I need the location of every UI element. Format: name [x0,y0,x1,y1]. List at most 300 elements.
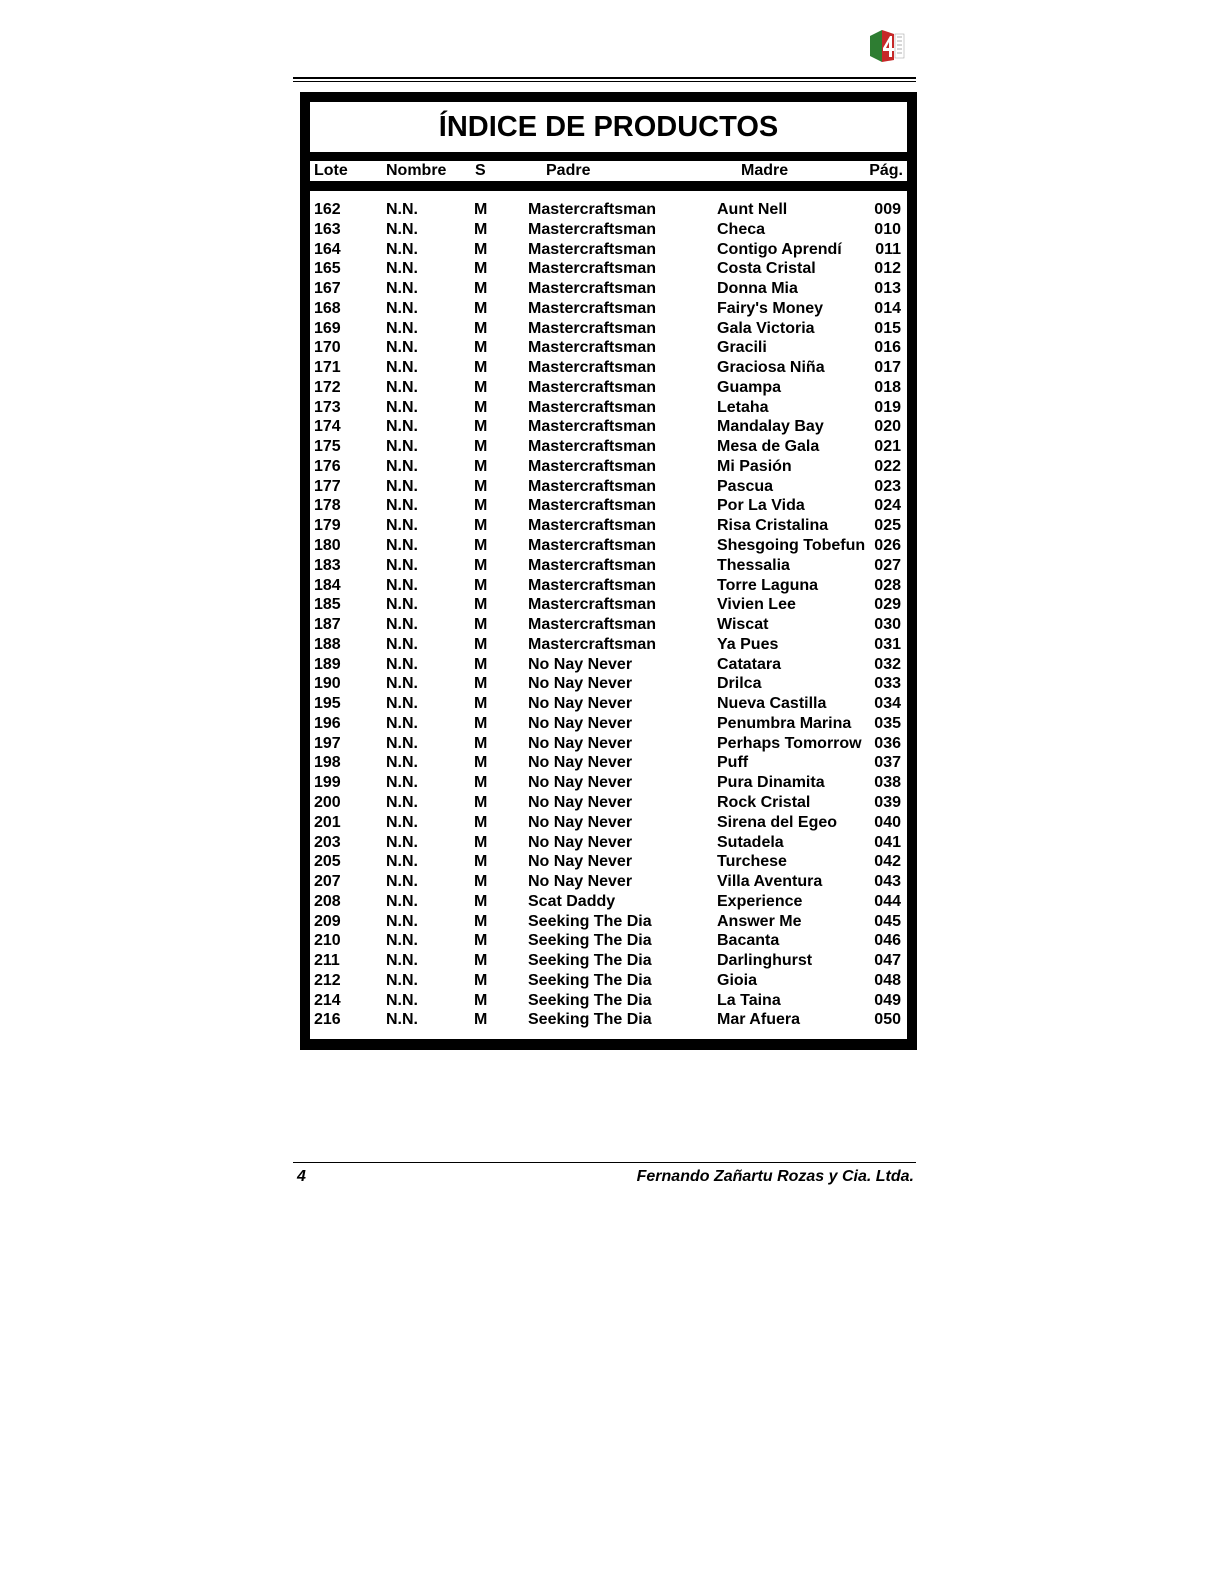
cell-madre: Ya Pues [717,635,779,653]
cell-s: M [474,793,488,811]
table-row [310,833,907,853]
table-row [310,556,907,576]
table-row [310,457,907,477]
cell-lote: 198 [314,754,341,772]
cell-lote: 196 [314,714,341,732]
cell-lote: 210 [314,932,341,950]
cell-madre: Shesgoing Tobefun [717,537,866,555]
cell-lote: 165 [314,260,341,278]
table-row [310,220,907,240]
table-row [310,951,907,971]
table-row [310,417,907,437]
cell-nombre: N.N. [386,793,418,811]
cell-lote: 188 [314,635,341,653]
cell-pag: 034 [874,695,901,713]
table-row [310,200,907,220]
company-logo-icon [868,28,906,64]
cell-nombre: N.N. [386,260,418,278]
cell-madre: Costa Cristal [717,260,816,278]
cell-s: M [474,556,488,574]
cell-padre: No Nay Never [528,675,633,693]
cell-pag: 035 [874,714,901,732]
cell-pag: 042 [874,853,901,871]
cell-nombre: N.N. [386,853,418,871]
cell-lote: 167 [314,280,341,298]
cell-padre: Mastercraftsman [528,556,657,574]
table-row [310,240,907,260]
cell-nombre: N.N. [386,299,418,317]
cell-nombre: N.N. [386,714,418,732]
cell-s: M [474,991,488,1009]
cell-s: M [474,774,488,792]
cell-lote: 169 [314,319,341,337]
cell-madre: Darlinghurst [717,952,813,970]
cell-lote: 178 [314,497,341,515]
cell-nombre: N.N. [386,556,418,574]
cell-nombre: N.N. [386,952,418,970]
cell-pag: 048 [874,971,901,989]
cell-lote: 201 [314,813,341,831]
cell-pag: 044 [874,892,901,910]
cell-nombre: N.N. [386,635,418,653]
cell-lote: 176 [314,457,341,475]
cell-nombre: N.N. [386,774,418,792]
cell-s: M [474,319,488,337]
cell-lote: 189 [314,655,341,673]
cell-padre: Mastercraftsman [528,477,657,495]
cell-nombre: N.N. [386,873,418,891]
cell-padre: Seeking The Dia [528,932,652,950]
cell-padre: Mastercraftsman [528,596,657,614]
table-row [310,931,907,951]
cell-pag: 009 [874,201,901,218]
cell-padre: Mastercraftsman [528,359,657,377]
cell-s: M [474,418,488,436]
cell-madre: Checa [717,220,766,238]
cell-nombre: N.N. [386,576,418,594]
cell-pag: 028 [874,576,901,594]
cell-pag: 049 [874,991,901,1009]
cell-s: M [474,813,488,831]
cell-pag: 010 [874,220,901,238]
cell-s: M [474,240,488,258]
table-rows [310,200,907,1030]
cell-lote: 208 [314,892,341,910]
cell-nombre: N.N. [386,201,418,218]
cell-madre: Vivien Lee [717,596,796,614]
table-row [310,536,907,556]
table-row [310,813,907,833]
cell-padre: No Nay Never [528,734,633,752]
cell-nombre: N.N. [386,912,418,930]
cell-lote: 211 [314,952,340,970]
cell-madre: Risa Cristalina [717,517,829,535]
cell-padre: No Nay Never [528,774,633,792]
cell-lote: 214 [314,991,341,1009]
cell-s: M [474,892,488,910]
cell-pag: 024 [874,497,901,515]
cell-pag: 039 [874,793,901,811]
cell-lote: 185 [314,596,341,614]
table-row [310,714,907,734]
cell-s: M [474,517,488,535]
table-row [310,279,907,299]
cell-s: M [474,260,488,278]
cell-madre: Experience [717,892,803,910]
cell-s: M [474,477,488,495]
cell-nombre: N.N. [386,537,418,555]
footer-rule [293,1162,916,1163]
cell-madre: Graciosa Niña [717,359,825,377]
cell-lote: 205 [314,853,341,871]
cell-padre: Mastercraftsman [528,378,657,396]
cell-madre: Mi Pasión [717,457,792,475]
cell-nombre: N.N. [386,359,418,377]
column-header-nombre: Nombre [386,162,447,179]
cell-pag: 011 [875,240,901,258]
cell-padre: No Nay Never [528,873,633,891]
footer-page-number: 4 [297,1168,306,1185]
table-row [310,872,907,892]
cell-lote: 175 [314,438,341,456]
table-row [310,852,907,872]
cell-madre: Rock Cristal [717,793,811,811]
cell-s: M [474,734,488,752]
cell-pag: 012 [874,260,901,278]
cell-nombre: N.N. [386,991,418,1009]
cell-pag: 018 [874,378,901,396]
table-row [310,338,907,358]
cell-padre: Mastercraftsman [528,260,657,278]
table-row [310,378,907,398]
cell-s: M [474,655,488,673]
cell-lote: 199 [314,774,341,792]
cell-pag: 046 [874,932,901,950]
table-row [310,259,907,279]
cell-madre: Pascua [717,477,774,495]
column-header-s: S [475,162,486,179]
header-rule-thin [293,81,916,82]
cell-padre: Seeking The Dia [528,1011,652,1029]
cell-lote: 172 [314,378,341,396]
cell-pag: 043 [874,873,901,891]
cell-pag: 036 [874,734,901,752]
cell-padre: Mastercraftsman [528,220,657,238]
cell-madre: Wiscat [717,616,769,634]
cell-madre: Answer Me [717,912,802,930]
cell-madre: Gioia [717,971,758,989]
cell-nombre: N.N. [386,616,418,634]
cell-s: M [474,714,488,732]
cell-pag: 021 [874,438,901,456]
cell-nombre: N.N. [386,734,418,752]
product-index-table [300,92,917,1050]
cell-padre: No Nay Never [528,853,633,871]
cell-lote: 197 [314,734,341,752]
cell-pag: 016 [874,339,901,357]
cell-padre: Mastercraftsman [528,398,657,416]
cell-pag: 033 [874,675,901,693]
cell-lote: 162 [314,201,341,218]
cell-nombre: N.N. [386,517,418,535]
cell-lote: 200 [314,793,341,811]
cell-madre: Puff [717,754,749,772]
cell-s: M [474,339,488,357]
cell-padre: Seeking The Dia [528,952,652,970]
footer-company-name: Fernando Zañartu Rozas y Cia. Ltda. [636,1168,914,1185]
cell-lote: 207 [314,873,341,891]
cell-lote: 187 [314,616,341,634]
cell-pag: 029 [874,596,901,614]
cell-nombre: N.N. [386,280,418,298]
cell-lote: 216 [314,1011,341,1029]
cell-nombre: N.N. [386,398,418,416]
cell-madre: Mesa de Gala [717,438,820,456]
cell-pag: 013 [874,280,901,298]
cell-nombre: N.N. [386,675,418,693]
cell-madre: Aunt Nell [717,201,788,218]
cell-nombre: N.N. [386,754,418,772]
cell-pag: 022 [874,457,901,475]
cell-padre: Mastercraftsman [528,299,657,317]
cell-madre: Mandalay Bay [717,418,824,436]
cell-lote: 203 [314,833,341,851]
table-row [310,576,907,596]
cell-nombre: N.N. [386,596,418,614]
cell-nombre: N.N. [386,240,418,258]
cell-pag: 047 [874,952,901,970]
cell-padre: No Nay Never [528,714,633,732]
cell-nombre: N.N. [386,378,418,396]
cell-padre: Mastercraftsman [528,319,657,337]
table-row [310,319,907,339]
table-row [310,971,907,991]
cell-pag: 032 [874,655,901,673]
cell-pag: 038 [874,774,901,792]
cell-s: M [474,754,488,772]
cell-s: M [474,675,488,693]
table-row [310,912,907,932]
cell-padre: Seeking The Dia [528,912,652,930]
cell-s: M [474,378,488,396]
cell-madre: Guampa [717,378,782,396]
cell-madre: Fairy's Money [717,299,824,317]
cell-lote: 183 [314,556,341,574]
cell-pag: 030 [874,616,901,634]
cell-lote: 174 [314,418,341,436]
cell-padre: Mastercraftsman [528,537,657,555]
cell-pag: 026 [874,537,901,555]
cell-lote: 163 [314,220,341,238]
cell-s: M [474,952,488,970]
cell-madre: Gala Victoria [717,319,815,337]
cell-s: M [474,497,488,515]
cell-madre: Perhaps Tomorrow [717,734,862,752]
cell-s: M [474,833,488,851]
table-row [310,734,907,754]
cell-lote: 212 [314,971,341,989]
table-row [310,694,907,714]
cell-s: M [474,873,488,891]
title-box [310,102,907,152]
cell-nombre: N.N. [386,457,418,475]
cell-lote: 164 [314,240,341,258]
table-row [310,595,907,615]
cell-madre: Contigo Aprendí [717,240,842,258]
table-row [310,477,907,497]
cell-pag: 037 [874,754,901,772]
column-header-madre: Madre [741,162,789,179]
cell-padre: Mastercraftsman [528,280,657,298]
cell-padre: No Nay Never [528,793,633,811]
cell-madre: Sirena del Egeo [717,813,838,831]
cell-pag: 020 [874,418,901,436]
cell-s: M [474,438,488,456]
cell-s: M [474,971,488,989]
table-row [310,773,907,793]
cell-nombre: N.N. [386,220,418,238]
cell-lote: 171 [314,359,341,377]
cell-padre: Mastercraftsman [528,517,657,535]
table-row [310,991,907,1011]
table-header [310,161,907,181]
cell-madre: Drilca [717,675,762,693]
cell-pag: 041 [874,833,901,851]
cell-nombre: N.N. [386,319,418,337]
cell-madre: La Taina [717,991,781,1009]
cell-madre: Thessalia [717,556,790,574]
cell-s: M [474,912,488,930]
cell-nombre: N.N. [386,971,418,989]
cell-padre: Mastercraftsman [528,497,657,515]
table-row [310,793,907,813]
cell-madre: Villa Aventura [717,873,823,891]
cell-pag: 017 [874,359,901,377]
cell-nombre: N.N. [386,339,418,357]
cell-padre: Mastercraftsman [528,438,657,456]
table-row [310,398,907,418]
cell-s: M [474,1011,488,1029]
cell-padre: Mastercraftsman [528,457,657,475]
table-row [310,516,907,536]
cell-lote: 177 [314,477,341,495]
table-row [310,655,907,675]
cell-madre: Donna Mia [717,280,798,298]
cell-padre: Mastercraftsman [528,201,657,218]
cell-lote: 168 [314,299,341,317]
page-title: ÍNDICE DE PRODUCTOS [438,110,779,143]
cell-padre: Mastercraftsman [528,635,657,653]
cell-madre: Turchese [717,853,787,871]
cell-padre: No Nay Never [528,655,633,673]
cell-s: M [474,359,488,377]
cell-nombre: N.N. [386,438,418,456]
cell-padre: Seeking The Dia [528,971,652,989]
cell-s: M [474,616,488,634]
cell-nombre: N.N. [386,477,418,495]
cell-nombre: N.N. [386,418,418,436]
cell-padre: Mastercraftsman [528,240,657,258]
table-row [310,299,907,319]
cell-nombre: N.N. [386,833,418,851]
cell-madre: Gracili [717,339,767,357]
cell-padre: Mastercraftsman [528,339,657,357]
cell-pag: 014 [874,299,901,317]
cell-s: M [474,280,488,298]
cell-pag: 031 [874,635,901,653]
cell-madre: Nueva Castilla [717,695,827,713]
cell-s: M [474,201,488,218]
column-header-lote: Lote [314,162,348,179]
column-header-padre: Padre [546,162,591,179]
cell-madre: Pura Dinamita [717,774,825,792]
cell-pag: 015 [874,319,901,337]
cell-lote: 180 [314,537,341,555]
cell-nombre: N.N. [386,932,418,950]
cell-madre: Por La Vida [717,497,805,515]
cell-padre: Mastercraftsman [528,616,657,634]
cell-s: M [474,576,488,594]
header-rule [293,77,916,79]
cell-pag: 023 [874,477,901,495]
cell-padre: No Nay Never [528,695,633,713]
cell-madre: Mar Afuera [717,1011,800,1029]
cell-s: M [474,457,488,475]
cell-madre: Torre Laguna [717,576,819,594]
cell-lote: 209 [314,912,341,930]
cell-padre: No Nay Never [528,833,633,851]
cell-nombre: N.N. [386,1011,418,1029]
cell-s: M [474,596,488,614]
table-row [310,753,907,773]
table-row [310,437,907,457]
table-row [310,358,907,378]
cell-pag: 045 [874,912,901,930]
cell-madre: Sutadela [717,833,784,851]
cell-s: M [474,220,488,238]
cell-padre: Scat Daddy [528,892,616,910]
cell-lote: 184 [314,576,341,594]
cell-pag: 040 [874,813,901,831]
cell-padre: No Nay Never [528,813,633,831]
table-row [310,496,907,516]
cell-s: M [474,635,488,653]
table-row [310,1010,907,1030]
cell-s: M [474,932,488,950]
table-row [310,635,907,655]
column-header-pag: Pág. [869,162,903,179]
cell-madre: Penumbra Marina [717,714,852,732]
cell-s: M [474,695,488,713]
cell-pag: 050 [874,1011,901,1029]
cell-madre: Letaha [717,398,769,416]
cell-pag: 025 [874,517,901,535]
table-row [310,674,907,694]
table-row [310,615,907,635]
cell-lote: 170 [314,339,341,357]
cell-padre: Mastercraftsman [528,418,657,436]
cell-nombre: N.N. [386,892,418,910]
cell-nombre: N.N. [386,813,418,831]
cell-lote: 173 [314,398,341,416]
cell-s: M [474,537,488,555]
cell-pag: 027 [874,556,901,574]
cell-s: M [474,398,488,416]
cell-s: M [474,853,488,871]
cell-nombre: N.N. [386,655,418,673]
table-row [310,892,907,912]
cell-lote: 179 [314,517,341,535]
